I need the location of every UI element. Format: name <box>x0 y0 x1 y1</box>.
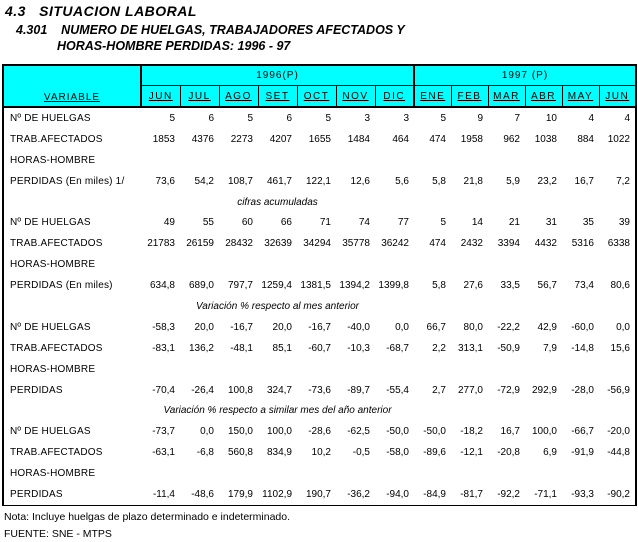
value-cell: 21,8 <box>463 175 483 187</box>
value-cell <box>180 463 219 484</box>
value-cell <box>297 359 336 380</box>
value-cell: 5,6 <box>395 175 409 187</box>
value-cell: -11,4 <box>152 488 175 500</box>
value-cell: -84,9 <box>423 488 446 500</box>
value-cell: 1381,5 <box>300 280 331 292</box>
value-cell: -48,1 <box>230 342 253 354</box>
value-cell: -48,6 <box>191 488 214 500</box>
empty-cell <box>414 400 636 421</box>
empty-cell <box>3 192 141 213</box>
value-cell: -16,7 <box>230 321 253 333</box>
row-label: Nº DE HUELGAS <box>10 112 91 124</box>
table-body <box>3 107 636 505</box>
value-cell <box>414 150 451 171</box>
row-label: Nº DE HUELGAS <box>10 217 91 229</box>
value-cell: 1259,4 <box>261 280 292 292</box>
table-row <box>3 317 636 338</box>
value-cell: 32639 <box>264 238 292 250</box>
value-cell <box>180 254 219 275</box>
table-row <box>3 275 636 296</box>
value-cell: 42,9 <box>537 321 557 333</box>
value-cell <box>599 254 636 275</box>
value-cell <box>180 359 219 380</box>
value-cell: 66 <box>280 217 292 229</box>
value-cell: 2273 <box>230 133 253 145</box>
value-cell: -92,2 <box>497 488 520 500</box>
value-cell: -81,7 <box>460 488 483 500</box>
value-cell: -94,0 <box>386 488 409 500</box>
value-cell <box>297 150 336 171</box>
value-cell: 464 <box>392 133 409 145</box>
value-cell: 4376 <box>191 133 214 145</box>
year-header-row <box>3 65 636 86</box>
value-cell: 2432 <box>460 238 483 250</box>
value-cell: 36242 <box>381 238 409 250</box>
value-cell <box>336 150 375 171</box>
value-cell: 634,8 <box>149 280 175 292</box>
table-row <box>3 359 636 380</box>
value-cell: 3394 <box>497 238 520 250</box>
month-header-jun97: JUN <box>599 86 636 108</box>
variable-column-header: VARIABLE <box>3 65 141 107</box>
value-cell <box>297 254 336 275</box>
table-row <box>3 254 636 275</box>
statistics-table <box>2 64 637 506</box>
table-row <box>3 484 636 505</box>
value-cell: 1853 <box>152 133 175 145</box>
empty-cell <box>3 400 141 421</box>
table-row <box>3 212 636 233</box>
section-label: cifras acumuladas <box>237 196 318 208</box>
value-cell: 27,6 <box>463 280 483 292</box>
value-cell <box>525 359 562 380</box>
month-header-jul96: JUL <box>180 86 219 108</box>
value-cell <box>414 463 451 484</box>
value-cell: 5 <box>325 112 331 124</box>
value-cell: 60 <box>241 217 253 229</box>
value-cell <box>562 254 599 275</box>
value-cell: 31 <box>545 217 557 229</box>
value-cell: 21783 <box>147 238 175 250</box>
value-cell <box>488 254 525 275</box>
value-cell <box>525 150 562 171</box>
value-cell: 100,0 <box>531 426 557 438</box>
section-row <box>3 400 636 421</box>
value-cell <box>258 359 297 380</box>
value-cell <box>375 359 414 380</box>
value-cell: 1038 <box>534 133 557 145</box>
value-cell: -50,9 <box>497 342 520 354</box>
value-cell: 16,7 <box>500 426 520 438</box>
value-cell: 20,0 <box>272 321 292 333</box>
value-cell: 4 <box>588 112 594 124</box>
value-cell <box>141 150 180 171</box>
value-cell: -18,2 <box>460 426 483 438</box>
value-cell: 1484 <box>347 133 370 145</box>
table-row <box>3 171 636 192</box>
value-cell: 313,1 <box>457 342 483 354</box>
value-cell <box>180 150 219 171</box>
month-header-mar97: MAR <box>488 86 525 108</box>
value-cell <box>562 150 599 171</box>
value-cell: 179,9 <box>227 488 253 500</box>
value-cell: 122,1 <box>305 175 331 187</box>
value-cell: 5316 <box>571 238 594 250</box>
month-header-may97: MAY <box>562 86 599 108</box>
value-cell: 3 <box>364 112 370 124</box>
value-cell <box>336 254 375 275</box>
section-row <box>3 296 636 317</box>
table-row <box>3 150 636 171</box>
value-cell: -93,3 <box>571 488 594 500</box>
value-cell: 28432 <box>225 238 253 250</box>
empty-cell <box>3 296 141 317</box>
row-label: PERDIDAS <box>10 384 63 396</box>
value-cell <box>297 463 336 484</box>
value-cell <box>451 254 488 275</box>
value-cell: 292,9 <box>531 384 557 396</box>
value-cell: -55,4 <box>386 384 409 396</box>
value-cell: -20,0 <box>607 426 630 438</box>
value-cell: 689,0 <box>188 280 214 292</box>
value-cell: 35 <box>582 217 594 229</box>
value-cell: -70,4 <box>152 384 175 396</box>
value-cell: 4 <box>624 112 630 124</box>
value-cell: 797,7 <box>227 280 253 292</box>
value-cell: 73,4 <box>574 280 594 292</box>
value-cell: -20,8 <box>497 447 520 459</box>
table-row <box>3 338 636 359</box>
table-row <box>3 421 636 442</box>
value-cell: 56,7 <box>537 280 557 292</box>
value-cell: 21 <box>508 217 520 229</box>
value-cell: 26159 <box>186 238 214 250</box>
value-cell: 23,2 <box>537 175 557 187</box>
value-cell <box>258 463 297 484</box>
value-cell: 0,0 <box>395 321 409 333</box>
value-cell: -60,7 <box>308 342 331 354</box>
value-cell: 0,0 <box>616 321 630 333</box>
value-cell <box>562 359 599 380</box>
value-cell: -58,0 <box>386 447 409 459</box>
value-cell: -50,0 <box>386 426 409 438</box>
value-cell: 5 <box>440 112 446 124</box>
value-cell: 1958 <box>460 133 483 145</box>
row-label: PERDIDAS (En miles) <box>10 280 113 292</box>
month-header-ago96: AGO <box>219 86 258 108</box>
table-subtitle-line-1: 4.301 NUMERO DE HUELGAS, TRABAJADORES AFECTADOS Y <box>16 23 405 37</box>
value-cell <box>451 150 488 171</box>
row-label: TRAB.AFECTADOS <box>10 447 103 459</box>
value-cell <box>488 463 525 484</box>
value-cell: -89,6 <box>423 447 446 459</box>
value-cell: -0,5 <box>352 447 370 459</box>
value-cell: -10,3 <box>347 342 370 354</box>
month-header-nov96: NOV <box>336 86 375 108</box>
value-cell: 34294 <box>303 238 331 250</box>
value-cell: -89,7 <box>347 384 370 396</box>
year-1997-header: 1997 (P) <box>414 65 636 86</box>
value-cell: -6,8 <box>196 447 214 459</box>
value-cell: -60,0 <box>571 321 594 333</box>
value-cell: -71,1 <box>534 488 557 500</box>
value-cell <box>562 463 599 484</box>
value-cell: -56,9 <box>607 384 630 396</box>
value-cell: 324,7 <box>266 384 292 396</box>
month-header-jun96: JUN <box>141 86 180 108</box>
value-cell: -68,7 <box>386 342 409 354</box>
value-cell: 4432 <box>534 238 557 250</box>
section-row <box>3 192 636 213</box>
value-cell: 136,2 <box>188 342 214 354</box>
value-cell: -72,9 <box>497 384 520 396</box>
value-cell <box>414 359 451 380</box>
value-cell: -66,7 <box>571 426 594 438</box>
value-cell: 12,6 <box>350 175 370 187</box>
month-header-oct96: OCT <box>297 86 336 108</box>
value-cell: 834,9 <box>266 447 292 459</box>
month-header-abr97: ABR <box>525 86 562 108</box>
table-header <box>3 65 636 107</box>
value-cell: -58,3 <box>152 321 175 333</box>
source-note: FUENTE: SNE - MTPS <box>4 528 112 540</box>
month-header-feb97: FEB <box>451 86 488 108</box>
value-cell: -83,1 <box>152 342 175 354</box>
table-row <box>3 380 636 401</box>
value-cell: -22,2 <box>497 321 520 333</box>
value-cell: 16,7 <box>574 175 594 187</box>
value-cell: -44,8 <box>607 447 630 459</box>
value-cell: 6 <box>208 112 214 124</box>
value-cell: -14,8 <box>571 342 594 354</box>
table-row <box>3 233 636 254</box>
page-title: 4.3 SITUACION LABORAL <box>5 3 197 19</box>
month-header-dic96: DIC <box>375 86 414 108</box>
value-cell: 10,2 <box>311 447 331 459</box>
value-cell: 6,9 <box>543 447 557 459</box>
empty-cell <box>414 296 636 317</box>
row-label: HORAS-HOMBRE <box>10 259 96 271</box>
value-cell: 7,2 <box>616 175 630 187</box>
row-label: HORAS-HOMBRE <box>10 363 96 375</box>
value-cell: -73,7 <box>152 426 175 438</box>
value-cell <box>525 463 562 484</box>
value-cell <box>141 463 180 484</box>
value-cell: 6338 <box>607 238 630 250</box>
value-cell: 1394,2 <box>339 280 370 292</box>
value-cell: 2,2 <box>432 342 446 354</box>
value-cell: 5 <box>169 112 175 124</box>
value-cell: 474 <box>429 238 446 250</box>
value-cell: 85,1 <box>272 342 292 354</box>
value-cell: 35778 <box>342 238 370 250</box>
value-cell: -62,5 <box>347 426 370 438</box>
value-cell <box>414 254 451 275</box>
month-header-set96: SET <box>258 86 297 108</box>
value-cell: 5,8 <box>432 280 446 292</box>
row-label: TRAB.AFECTADOS <box>10 133 103 145</box>
value-cell <box>258 254 297 275</box>
value-cell <box>599 150 636 171</box>
value-cell <box>336 359 375 380</box>
value-cell: 74 <box>358 217 370 229</box>
row-label: Nº DE HUELGAS <box>10 321 91 333</box>
value-cell: -12,1 <box>460 447 483 459</box>
value-cell: 277,0 <box>457 384 483 396</box>
value-cell <box>599 359 636 380</box>
value-cell: 3 <box>403 112 409 124</box>
section-label: Variación % respecto a similar mes del año anterior <box>163 405 392 417</box>
value-cell: -16,7 <box>308 321 331 333</box>
value-cell: 5,8 <box>432 175 446 187</box>
value-cell: 80,0 <box>463 321 483 333</box>
value-cell: -36,2 <box>347 488 370 500</box>
value-cell: 461,7 <box>266 175 292 187</box>
value-cell: 0,0 <box>200 426 214 438</box>
value-cell <box>525 254 562 275</box>
empty-cell <box>414 192 636 213</box>
section-label: Variación % respecto al mes anterior <box>195 300 360 312</box>
value-cell: 54,2 <box>194 175 214 187</box>
value-cell <box>375 463 414 484</box>
year-1996-header: 1996(P) <box>141 65 414 86</box>
value-cell: 560,8 <box>227 447 253 459</box>
value-cell: 10 <box>545 112 557 124</box>
row-label: TRAB.AFECTADOS <box>10 342 103 354</box>
value-cell: 7 <box>514 112 520 124</box>
value-cell: 150,0 <box>227 426 253 438</box>
value-cell: 20,0 <box>194 321 214 333</box>
value-cell: 80,6 <box>610 280 630 292</box>
value-cell: 1399,8 <box>378 280 409 292</box>
value-cell: 9 <box>477 112 483 124</box>
table-row <box>3 129 636 150</box>
value-cell: -91,9 <box>571 447 594 459</box>
value-cell: -26,4 <box>191 384 214 396</box>
value-cell <box>451 463 488 484</box>
value-cell: -28,6 <box>308 426 331 438</box>
value-cell: 14 <box>471 217 483 229</box>
value-cell: 55 <box>202 217 214 229</box>
value-cell: 39 <box>618 217 630 229</box>
value-cell: -90,2 <box>607 488 630 500</box>
row-label: HORAS-HOMBRE <box>10 154 96 166</box>
value-cell: 5 <box>440 217 446 229</box>
value-cell <box>219 463 258 484</box>
value-cell: 7,9 <box>543 342 557 354</box>
table-row <box>3 442 636 463</box>
value-cell <box>488 150 525 171</box>
value-cell: 6 <box>286 112 292 124</box>
value-cell <box>451 359 488 380</box>
value-cell: 15,6 <box>610 342 630 354</box>
row-label: PERDIDAS (En miles) 1/ <box>10 175 125 187</box>
value-cell <box>375 150 414 171</box>
row-label: PERDIDAS <box>10 488 63 500</box>
row-label: TRAB.AFECTADOS <box>10 238 103 250</box>
value-cell: 49 <box>163 217 175 229</box>
table-row <box>3 107 636 129</box>
row-label: Nº DE HUELGAS <box>10 426 91 438</box>
value-cell <box>141 359 180 380</box>
value-cell: 1655 <box>308 133 331 145</box>
value-cell: 108,7 <box>227 175 253 187</box>
value-cell: -40,0 <box>347 321 370 333</box>
value-cell: -73,6 <box>308 384 331 396</box>
value-cell <box>219 254 258 275</box>
value-cell: 100,8 <box>227 384 253 396</box>
value-cell <box>141 254 180 275</box>
value-cell: 5,9 <box>506 175 520 187</box>
value-cell: 66,7 <box>426 321 446 333</box>
value-cell <box>219 359 258 380</box>
value-cell: 77 <box>397 217 409 229</box>
value-cell: 474 <box>429 133 446 145</box>
value-cell <box>219 150 258 171</box>
value-cell: -28,0 <box>571 384 594 396</box>
month-header-ene97: ENE <box>414 86 451 108</box>
value-cell: 4207 <box>269 133 292 145</box>
table-subtitle-line-2: HORAS-HOMBRE PERDIDAS: 1996 - 97 <box>57 39 291 53</box>
value-cell: -50,0 <box>423 426 446 438</box>
value-cell: -63,1 <box>152 447 175 459</box>
value-cell: 2,7 <box>432 384 446 396</box>
row-label: HORAS-HOMBRE <box>10 468 96 480</box>
value-cell: 100,0 <box>266 426 292 438</box>
value-cell: 33,5 <box>500 280 520 292</box>
value-cell <box>375 254 414 275</box>
table-row <box>3 463 636 484</box>
footnote: Nota: Incluye huelgas de plazo determinado e indeterminado. <box>4 511 291 523</box>
value-cell: 884 <box>577 133 594 145</box>
value-cell: 73,6 <box>155 175 175 187</box>
value-cell: 962 <box>503 133 520 145</box>
value-cell: 190,7 <box>305 488 331 500</box>
value-cell <box>488 359 525 380</box>
value-cell <box>599 463 636 484</box>
value-cell: 71 <box>319 217 331 229</box>
value-cell <box>258 150 297 171</box>
value-cell: 1022 <box>607 133 630 145</box>
value-cell: 1102,9 <box>262 488 292 500</box>
value-cell <box>336 463 375 484</box>
value-cell: 5 <box>247 112 253 124</box>
